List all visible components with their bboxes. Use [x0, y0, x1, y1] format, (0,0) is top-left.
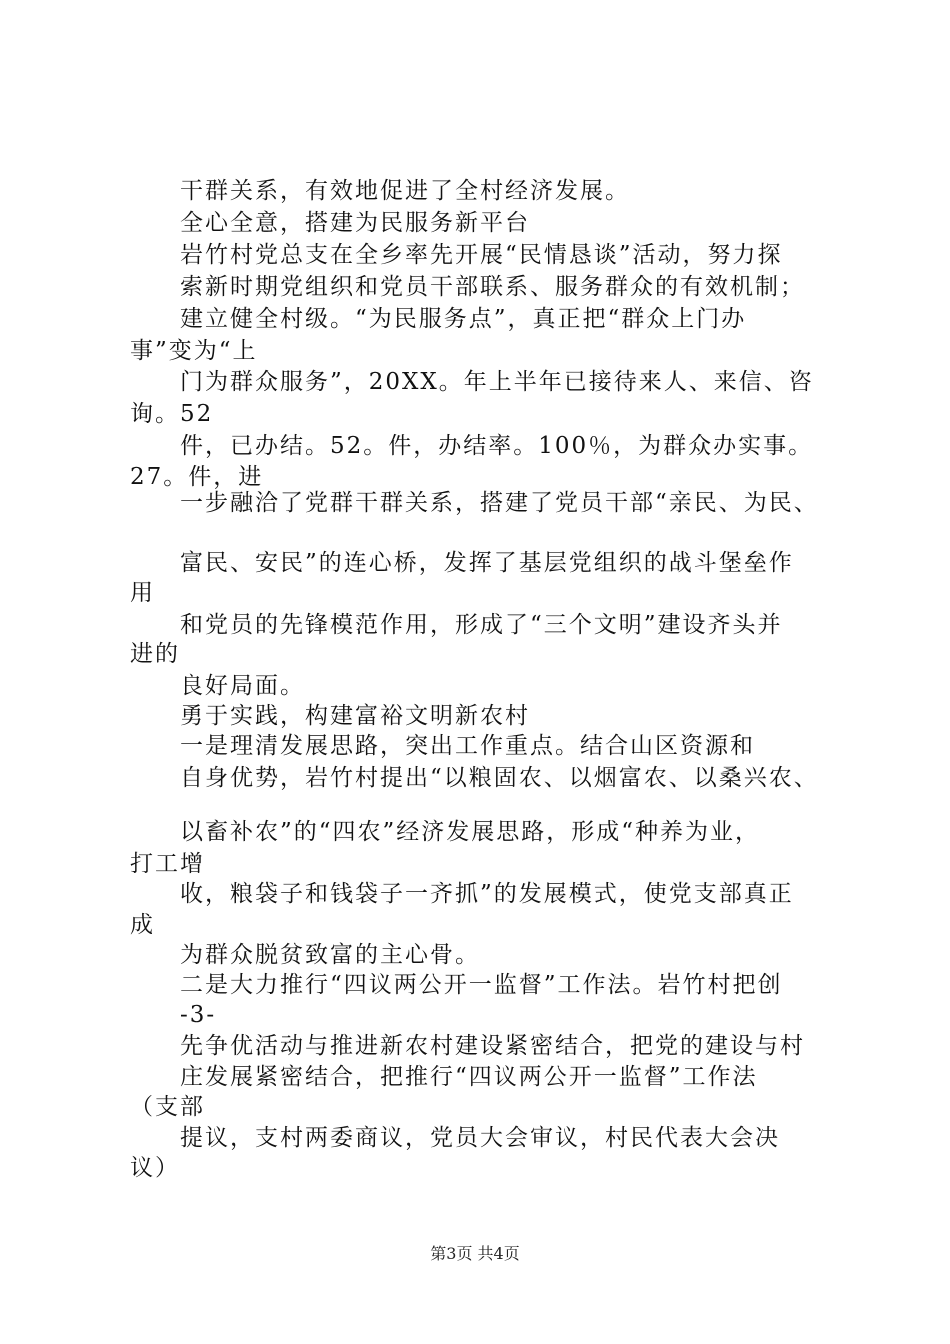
- section-heading: 勇于实践，构建富裕文明新农村: [180, 703, 530, 729]
- text-line-wrap: 进的: [130, 641, 180, 667]
- text-line-wrap: （支部: [130, 1094, 205, 1120]
- page-footer: 第3页 共4页: [430, 1244, 520, 1263]
- text-line-wrap: 用: [130, 580, 155, 606]
- page-marker: -3-: [180, 1002, 217, 1028]
- text-line-wrap: 议）: [130, 1155, 180, 1181]
- text-line-wrap: 打工增: [130, 851, 205, 877]
- text-line: 良好局面。: [180, 673, 305, 699]
- text-line: 为群众脱贫致富的主心骨。: [180, 942, 480, 968]
- text-line: 自身优势，岩竹村提出“以粮固农、以烟富农、以桑兴农、: [180, 765, 819, 791]
- text-line-wrap: 询。52: [130, 401, 214, 427]
- text-line: 以畜补农”的“四农”经济发展思路，形成“种养为业，: [180, 819, 761, 845]
- text-line: 索新时期党组织和党员干部联系、服务群众的有效机制；: [180, 274, 805, 300]
- text-line: 收，粮袋子和钱袋子一齐抓”的发展模式，使党支部真正: [180, 881, 794, 907]
- text-line-wrap: 27。件，进: [130, 464, 264, 490]
- text-line: 件，已办结。52。件，办结率。100％，为群众办实事。: [180, 433, 814, 459]
- text-line: 建立健全村级。“为民服务点”，真正把“群众上门办: [180, 306, 747, 332]
- text-line: 门为群众服务”，20XX。年上半年已接待来人、来信、咨: [180, 369, 814, 395]
- text-line: 一是理清发展思路，突出工作重点。结合山区资源和: [180, 733, 755, 759]
- text-line: 提议，支村两委商议，党员大会审议，村民代表大会决: [180, 1125, 780, 1151]
- text-line: 和党员的先锋模范作用，形成了“三个文明”建设齐头并: [180, 612, 783, 638]
- text-line: 庄发展紧密结合，把推行“四议两公开一监督”工作法: [180, 1064, 758, 1090]
- section-heading: 全心全意，搭建为民服务新平台: [180, 210, 530, 236]
- text-line: 干群关系，有效地促进了全村经济发展。: [180, 178, 630, 204]
- text-line: 岩竹村党总支在全乡率先开展“民情恳谈”活动，努力探: [180, 242, 783, 268]
- text-line: 富民、安民”的连心桥，发挥了基层党组织的战斗堡垒作: [180, 550, 794, 576]
- text-line: 一步融洽了党群干群关系，搭建了党员干部“亲民、为民、: [180, 490, 819, 516]
- text-line-wrap: 事”变为“上: [130, 338, 258, 364]
- text-line: 先争优活动与推进新农村建设紧密结合，把党的建设与村: [180, 1033, 805, 1059]
- text-line-wrap: 成: [130, 912, 155, 938]
- text-line: 二是大力推行“四议两公开一监督”工作法。岩竹村把创: [180, 972, 783, 998]
